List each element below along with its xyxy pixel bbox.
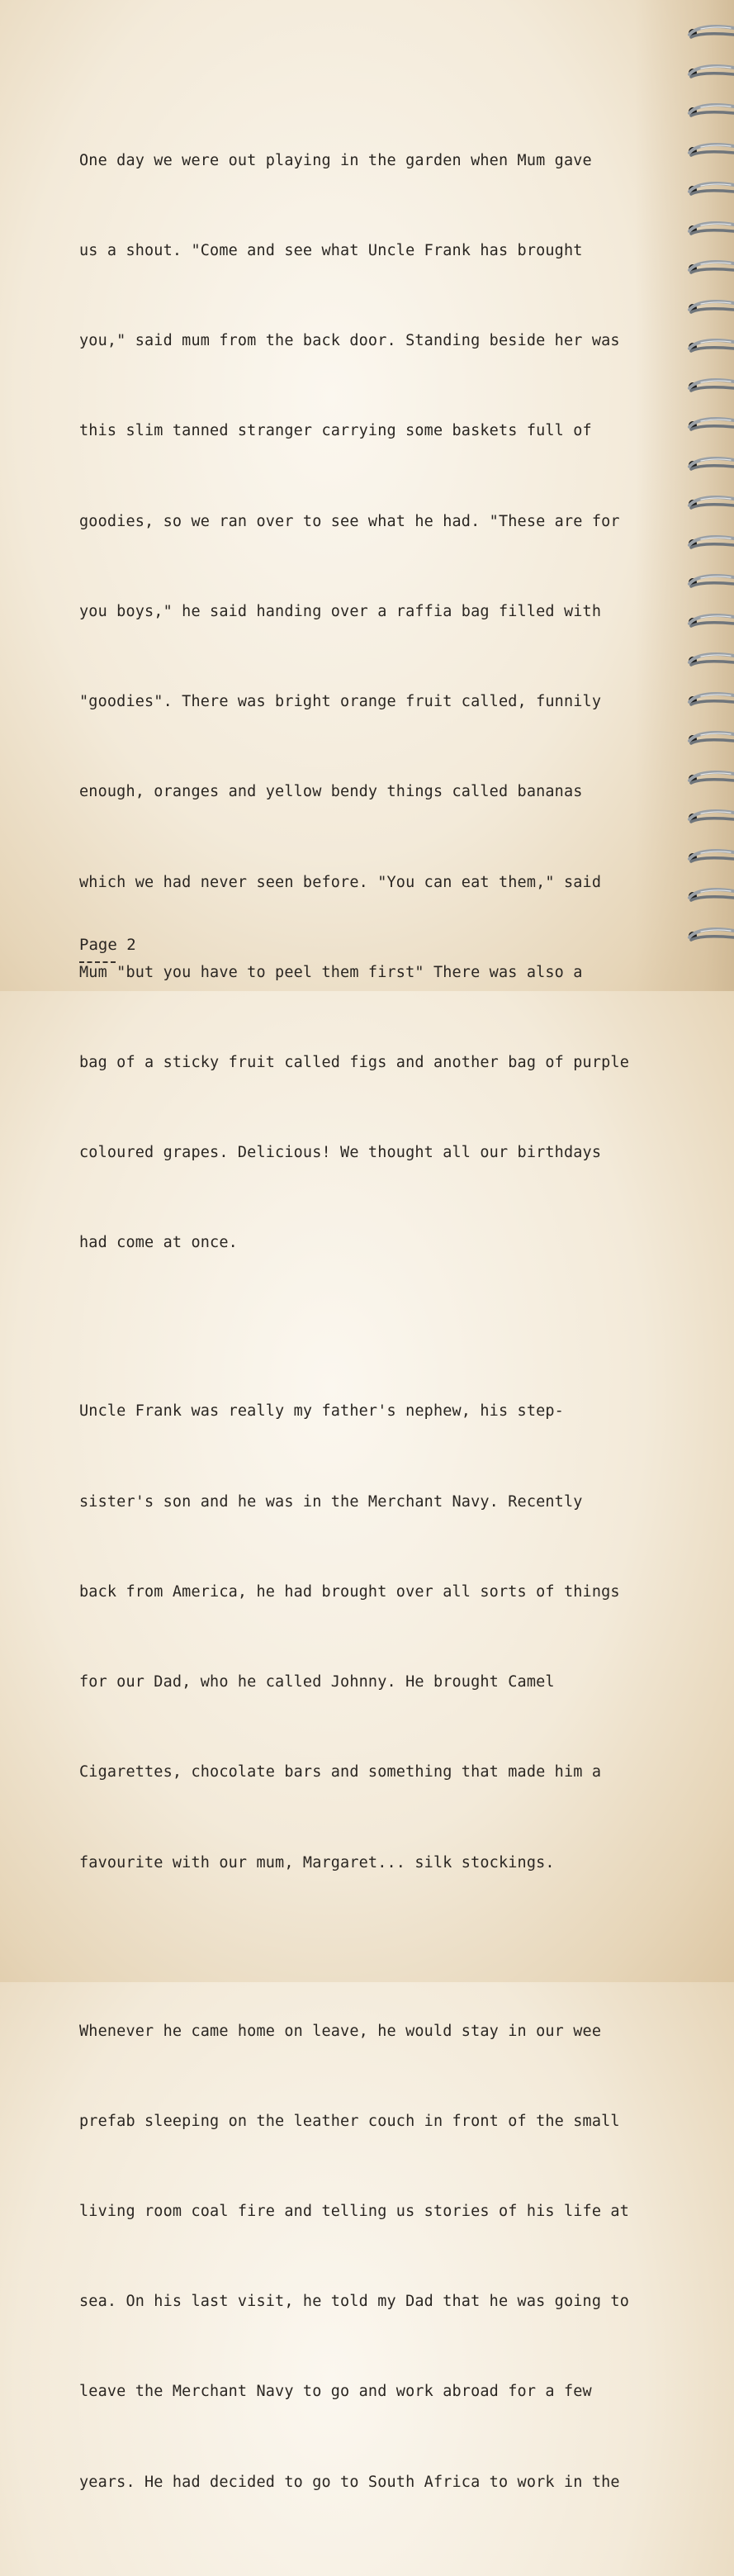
text-line: sister's son and he was in the Merchant Navy. Recently	[79, 1492, 583, 1511]
spiral-coil	[681, 651, 734, 669]
spiral-coil	[681, 690, 734, 709]
spiral-coil	[681, 298, 734, 316]
text-line: Cigarettes, chocolate bars and something that made him a	[79, 1763, 602, 1781]
text-line: living room coal fire and telling us stories of his life at	[79, 2203, 629, 2221]
text-line: years. He had decided to go to South Africa to work in the	[79, 2473, 620, 2491]
spiral-coil	[681, 259, 734, 277]
text-line: this slim tanned stranger carrying some baskets full of	[79, 422, 592, 440]
spiral-coil	[681, 377, 734, 395]
spiral-coil	[681, 612, 734, 630]
paragraph-3	[79, 1957, 657, 2558]
text-line: leave the Merchant Navy to go and work abroad for a few	[79, 2383, 592, 2401]
text-line: back from America, he had brought over all sorts of things	[79, 1582, 620, 1601]
text-line: "goodies". There was bright orange fruit called, funnily	[79, 693, 602, 711]
spiral-coil	[681, 63, 734, 81]
spiral-coil	[681, 415, 734, 434]
text-line: Whenever he came home on leave, he would stay in our wee	[79, 2022, 602, 2040]
text-line: prefab sleeping on the leather couch in front of the small	[79, 2112, 620, 2130]
text-line: sea. On his last visit, he told my Dad that he was going to	[79, 2293, 629, 2311]
text-line: coloured grapes. Delicious! We thought all our birthdays	[79, 1144, 602, 1162]
text-line: for our Dad, who he called Johnny. He brought Camel	[79, 1673, 555, 1691]
spiral-coil	[681, 23, 734, 41]
text-line: which we had never seen before. "You can eat them," said	[79, 873, 602, 891]
spiral-coil	[681, 455, 734, 473]
text-line: Mum "but you have to peel them first" There was also a	[79, 963, 583, 981]
text-line: favourite with our mum, Margaret... silk stockings.	[79, 1853, 555, 1872]
spiral-coil	[681, 886, 734, 904]
spiral-coil	[681, 534, 734, 552]
page-number-underline	[79, 961, 116, 963]
spiral-coil	[681, 141, 734, 159]
spiral-coil	[681, 769, 734, 787]
spiral-coil	[681, 847, 734, 866]
paragraph-2	[79, 1337, 657, 1938]
text-line: goodies, so we ran over to see what he had. "These are for	[79, 512, 620, 530]
page-number: Page 2	[79, 936, 136, 954]
text-line: bag of a sticky fruit called figs and another bag of purple	[79, 1054, 629, 1071]
spiral-coil	[681, 926, 734, 944]
spiral-coil	[681, 180, 734, 198]
text-line: you boys," he said handing over a raffia bag filled with	[79, 602, 602, 620]
text-line: us a shout. "Come and see what Uncle Frank has brought	[79, 242, 583, 260]
text-line: One day we were out playing in the garden when Mum gave	[79, 151, 592, 169]
spiral-binding	[676, 17, 734, 975]
spiral-coil	[681, 220, 734, 238]
paragraph-1	[79, 86, 657, 1319]
text-line: you," said mum from the back door. Standing beside her was	[79, 332, 620, 350]
text-line: had come at once.	[79, 1234, 238, 1252]
story-text	[79, 86, 657, 2576]
spiral-coil	[681, 337, 734, 355]
spiral-coil	[681, 572, 734, 591]
spiral-coil	[681, 808, 734, 826]
spiral-coil	[681, 494, 734, 512]
spiral-coil	[681, 102, 734, 120]
spiral-coil	[681, 729, 734, 747]
text-line: enough, oranges and yellow bendy things called bananas	[79, 783, 583, 801]
text-line: Uncle Frank was really my father's nephew, his step-	[79, 1402, 564, 1421]
